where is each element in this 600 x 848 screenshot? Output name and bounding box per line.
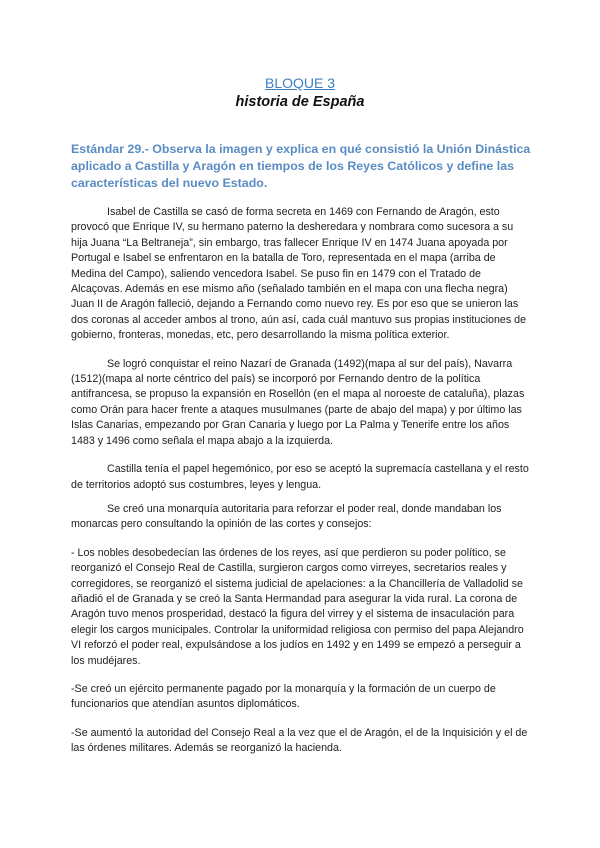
document-header [0,74,600,112]
paragraph-castile-hegemony: Castilla tenía el papel hegemónico, por eso se aceptó la supremacía castellana y el resto de territorios adoptó sus costumbres, leyes y lengua. [71,463,529,491]
paragraph-army: -Se creó un ejército permanente pagado por la monarquía y la formación de un cuerpo de funcionarios que atendían asuntos diplomáticos. [71,682,496,711]
paragraph-authoritarian-monarchy: Se creó una monarquía autoritaria para reforzar el poder real, donde mandaban los monarcas pero consultando la opinión de las cortes y consejos: [71,502,502,531]
subject-title: historia de España [235,94,365,110]
document-body [71,205,531,770]
paragraph-councils: -Se aumentó la autoridad del Consejo Real a la vez que el de Aragón, el de la Inquisición y el de las órdenes militares. Además se reorganizó la hacienda. [71,726,528,755]
paragraph-nobility-reforms: - Los nobles desobedecían las órdenes de los reyes, así que perdieron su poder político, se reorganizó el Consejo Real de Castilla, surgieron cargos como virreyes, secretarios reales y corregidores, se reorganizó el sistema judicial de apelaciones: a la Chancillería de Valladolid se añadió el de Granada y se creó la Santa Hermandad para asegurar la vida rural. La corona de Aragón tuvo menos prosperidad, destacó la figura del virrey y el sistema de insaculación para elegir los cargos municipales. Controlar la uniformidad religiosa con permiso del papa Alejandro VI reforzó el poder real, expulsándose a los judíos en 1492 y en 1499 se empezó a perseguir a los mudéjares. [71,546,524,667]
paragraph-conquests: Se logró conquistar el reino Nazarí de Granada (1492)(mapa al sur del país), Navarra (1512)(mapa al norte céntrico del país) se incorporó por Fernando dentro de la política antifrancesa, se propuso la expansión en Rosellón (en el mapa al noroeste de cataluña), plazas como Orán para hacer frente a ataques musulmanes (parte de abajo del mapa) y por último las Islas Canarias, empezando por Gran Canaria y luego por La Palma y Tenerife entre los años 1483 y 1496 como señala el mapa abajo a la izquierda. [71,357,525,447]
standard-question: Estándar 29.- Observa la imagen y explica en qué consistió la Unión Dinástica aplicado a Castilla y Aragón en tiempos de los Reyes Católicos y define las características del nuevo Estado. [71,142,531,190]
block-title: BLOQUE 3 [264,75,336,91]
paragraph-dynastic-union: Isabel de Castilla se casó de forma secreta en 1469 con Fernando de Aragón, esto provocó que Enrique IV, su hermano paterno la desheredara y nombrara como sucesora a su hija Juana “La Beltraneja”, sin embargo, tras fallecer Enrique IV en 1474 Juana apoyada por Portugal e Isabel se enfrentaron en la batalla de Toro, representada en el mapa (arriba de Medina del Campo), saliendo vencedora Isabel. Se puso fin en 1479 con el Tratado de Alcaçovas. Además en ese mismo año (señalado también en el mapa con una flecha negra) Juan II de Aragón falleció, dejando a Fernando como nuevo rey. Es por eso que se unieron las dos coronas al acceder ambos al trono, aún así, cada cuál mantuvo sus propias instituciones de gobierno, fronteras, monedas, etc, pero desarrollando la misma política exterior. [71,206,527,342]
